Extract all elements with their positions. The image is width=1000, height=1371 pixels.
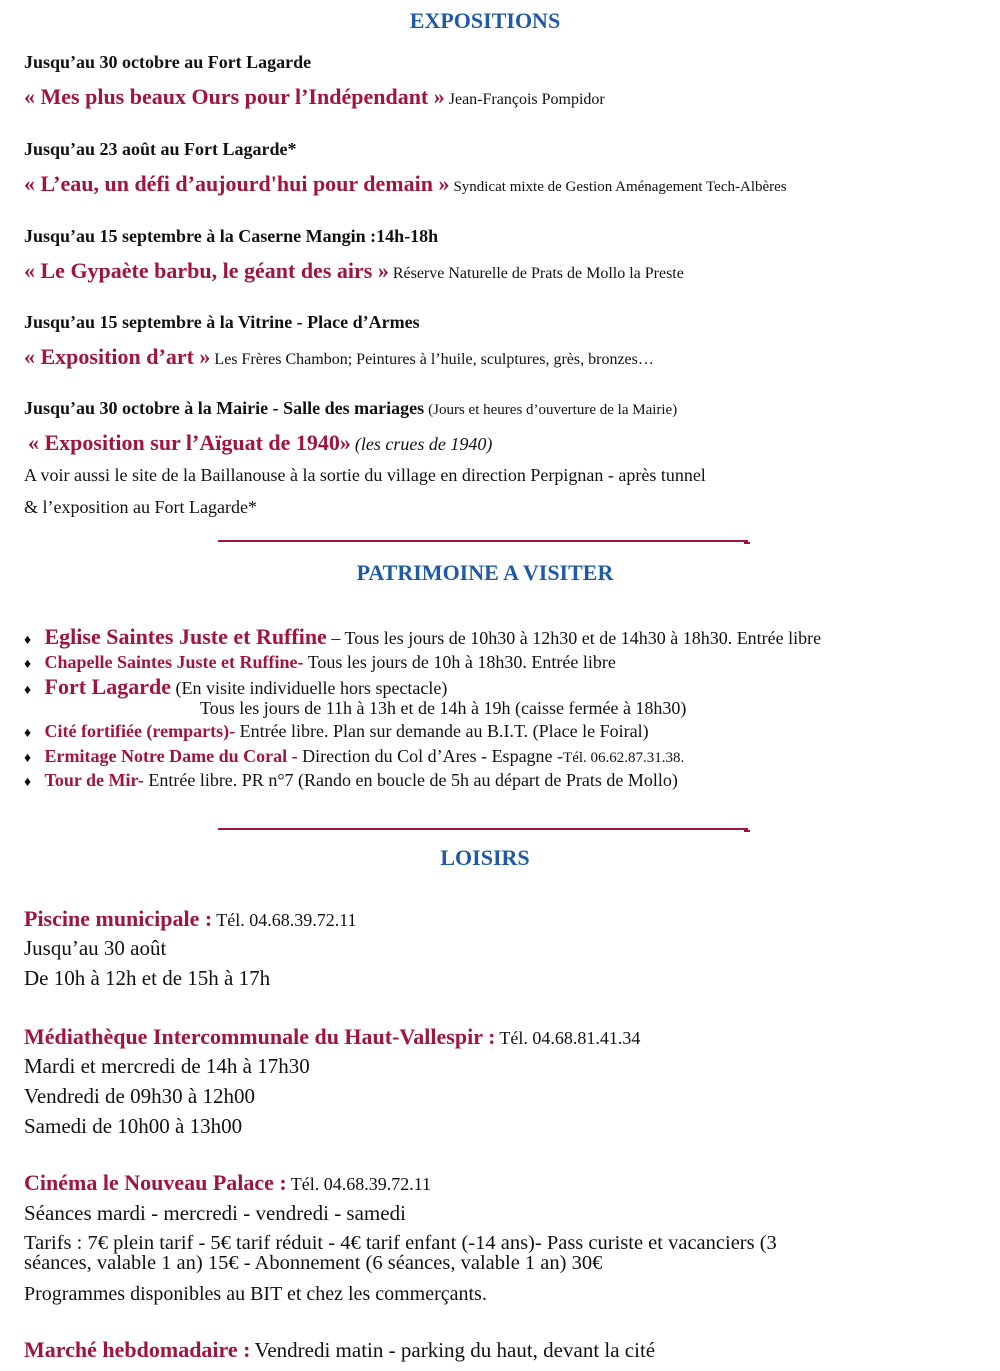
patrimoine-item-name: Tour de Mir- xyxy=(44,770,144,790)
loisirs-cinema-line: Programmes disponibles au BIT et chez les commerçants. xyxy=(24,1283,487,1305)
expo-2-org: Syndicat mixte de Gestion Aménagement Tech-Albères xyxy=(453,179,787,195)
expo-3-title: « Le Gypaète barbu, le géant des airs » xyxy=(24,258,389,283)
patrimoine-item-eglise xyxy=(24,624,821,650)
expo-5-header-note: (Jours et heures d’ouverture de la Mairie) xyxy=(428,402,678,418)
expo-3-header: Jusqu’au 15 septembre à la Caserne Mangin :14h-18h xyxy=(24,226,439,246)
expo-4-title: « Exposition d’art » xyxy=(24,344,211,369)
expo-1-header: Jusqu’au 30 octobre au Fort Lagarde xyxy=(24,52,312,72)
patrimoine-item-name: Eglise Saintes Juste et Ruffine xyxy=(44,624,327,649)
loisirs-cinema-head xyxy=(24,1170,431,1196)
patrimoine-item-desc: Direction du Col d’Ares - Espagne - xyxy=(302,746,564,766)
patrimoine-item-cite xyxy=(24,721,649,742)
diamond-bullet-icon: ♦ xyxy=(24,726,32,741)
loisirs-item-name: Piscine municipale : xyxy=(24,906,213,931)
patrimoine-item-name: Ermitage Notre Dame du Coral - xyxy=(44,746,298,766)
diamond-bullet-icon: ♦ xyxy=(24,683,32,698)
loisirs-piscine-line: Jusqu’au 30 août xyxy=(24,936,167,960)
patrimoine-item-fort xyxy=(24,674,447,700)
patrimoine-title: PATRIMOINE A VISITER xyxy=(356,560,614,585)
loisirs-mediatheque-line: Samedi de 10h00 à 13h00 xyxy=(24,1114,243,1138)
patrimoine-item-tour xyxy=(24,770,678,791)
divider-1-dash xyxy=(744,542,750,544)
expo-4-line xyxy=(24,344,654,370)
loisirs-item-tel: Tél. 04.68.39.72.11 xyxy=(290,1174,432,1194)
loisirs-item-name: Cinéma le Nouveau Palace : xyxy=(24,1170,287,1195)
expo-4-org: Les Frères Chambon; Peintures à l’huile, sculptures, grès, bronzes… xyxy=(214,351,654,368)
loisirs-item-tel: Tél. 04.68.39.72.11 xyxy=(216,910,357,930)
divider-1 xyxy=(218,540,748,542)
patrimoine-item-name: Cité fortifiée (remparts)- xyxy=(44,721,236,741)
expo-4-header: Jusqu’au 15 septembre à la Vitrine - Place d’Armes xyxy=(24,312,420,332)
expo-5-line xyxy=(28,430,492,456)
patrimoine-item-fort-hours: Tous les jours de 11h à 13h et de 14h à 19h (caisse fermée à 18h30) xyxy=(200,698,687,718)
loisirs-cinema-line: Tarifs : 7€ plein tarif - 5€ tarif réduit - 4€ tarif enfant (-14 ans)- Pass curiste et vacanciers (3 xyxy=(24,1232,777,1254)
patrimoine-item-ermitage xyxy=(24,746,684,767)
loisirs-item-desc: Vendredi matin - parking du haut, devant la cité xyxy=(254,1338,656,1362)
loisirs-marche xyxy=(24,1337,655,1363)
patrimoine-item-name: Fort Lagarde xyxy=(44,674,171,699)
expo-5-org: (les crues de 1940) xyxy=(354,434,493,454)
diamond-bullet-icon: ♦ xyxy=(24,751,32,766)
loisirs-cinema-line: séances, valable 1 an) 15€ - Abonnement (6 séances, valable 1 an) 30€ xyxy=(24,1252,603,1274)
patrimoine-item-desc: – Tous les jours de 10h30 à 12h30 et de 14h30 à 18h30. Entrée libre xyxy=(331,628,822,648)
patrimoine-item-desc: (En visite individuelle hors spectacle) xyxy=(175,678,448,698)
expo-3-org: Réserve Naturelle de Prats de Mollo la Preste xyxy=(392,265,684,282)
patrimoine-item-tel: Tél. 06.62.87.31.38. xyxy=(563,750,685,766)
loisirs-piscine-line: De 10h à 12h et de 15h à 17h xyxy=(24,966,271,990)
loisirs-mediatheque-line: Mardi et mercredi de 14h à 17h30 xyxy=(24,1054,310,1078)
loisirs-mediatheque-line: Vendredi de 09h30 à 12h00 xyxy=(24,1084,255,1108)
loisirs-piscine-head xyxy=(24,906,357,932)
loisirs-item-tel: Tél. 04.68.81.41.34 xyxy=(499,1028,641,1048)
expo-2-line xyxy=(24,171,787,197)
expo-5-title: « Exposition sur l’Aïguat de 1940» xyxy=(28,430,351,455)
divider-2-dash xyxy=(744,830,750,832)
expositions-title: EXPOSITIONS xyxy=(409,8,561,33)
expo-5-header: Jusqu’au 30 octobre à la Mairie - Salle des mariages xyxy=(24,398,425,418)
diamond-bullet-icon: ♦ xyxy=(24,657,32,672)
diamond-bullet-icon: ♦ xyxy=(24,775,32,790)
expo-extra-line-2: & l’exposition au Fort Lagarde* xyxy=(24,497,257,517)
patrimoine-item-desc: Tous les jours de 10h à 18h30. Entrée libre xyxy=(307,652,616,672)
expo-5-header-line xyxy=(24,398,677,419)
expo-extra-line-1: A voir aussi le site de la Baillanouse à la sortie du village en direction Perpignan - après tunnel xyxy=(24,465,706,485)
divider-2 xyxy=(218,828,748,830)
loisirs-title: LOISIRS xyxy=(440,845,530,870)
expo-2-title: « L’eau, un défi d’aujourd'hui pour demain » xyxy=(24,171,450,196)
patrimoine-item-chapelle xyxy=(24,652,616,673)
patrimoine-item-name: Chapelle Saintes Juste et Ruffine- xyxy=(44,652,304,672)
loisirs-cinema-line: Séances mardi - mercredi - vendredi - samedi xyxy=(24,1201,406,1225)
loisirs-item-name: Marché hebdomadaire : xyxy=(24,1337,251,1362)
expo-3-line xyxy=(24,258,684,284)
patrimoine-item-desc: Entrée libre. PR n°7 (Rando en boucle de 5h au départ de Prats de Mollo) xyxy=(148,770,678,790)
loisirs-mediatheque-head xyxy=(24,1024,640,1050)
loisirs-item-name: Médiathèque Intercommunale du Haut-Vallespir : xyxy=(24,1024,496,1049)
expo-1-line xyxy=(24,84,605,110)
expo-1-org: Jean-François Pompidor xyxy=(448,91,605,108)
expo-2-header: Jusqu’au 23 août au Fort Lagarde* xyxy=(24,139,297,159)
patrimoine-item-desc: Entrée libre. Plan sur demande au B.I.T. (Place le Foiral) xyxy=(239,721,649,741)
diamond-bullet-icon: ♦ xyxy=(24,633,32,648)
expo-1-title: « Mes plus beaux Ours pour l’Indépendant » xyxy=(24,84,445,109)
